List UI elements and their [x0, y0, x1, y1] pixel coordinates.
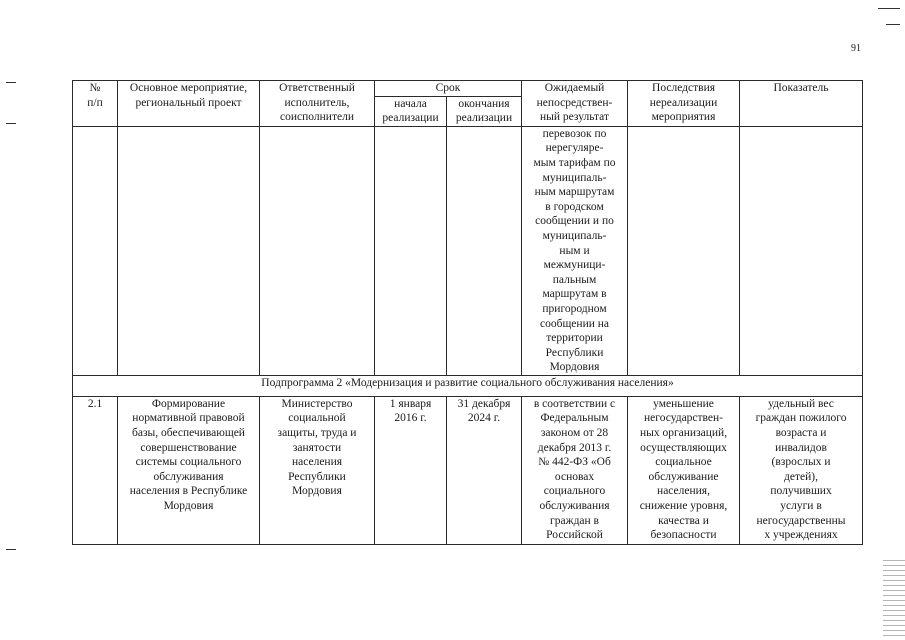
margin-mark — [6, 82, 16, 83]
cell-executor: Министерство социальной защиты, труда и занятости населения Республики Мордовия — [260, 396, 375, 544]
header-executor: Ответственный исполнитель, соисполнители — [260, 81, 375, 127]
cell-result: перевозок по нерегуляре- мым тарифам по муниципаль- ным маршрутам в городском сообщении и по муниципаль- ным и межмуници- пальным маршрутам в пригородном сообщении на территории Республики Мордовия — [522, 126, 628, 375]
cell-num — [73, 126, 118, 375]
continuation-row — [73, 126, 863, 375]
cell-activity: Формирование нормативной правовой базы, обеспечивающей совершенствование системы социального обслуживания населения в Республике Мордовия — [118, 396, 260, 544]
header-activity: Основное мероприятие, региональный проект — [118, 81, 260, 127]
cell-term-start — [375, 126, 447, 375]
cell-result: в соответствии с Федеральным законом от 28 декабря 2013 г. № 442-ФЗ «Об основах социального обслуживания граждан в Российской — [522, 396, 628, 544]
cell-executor — [260, 126, 375, 375]
header-term: Срок — [375, 81, 522, 97]
section-title: Подпрограмма 2 «Модернизация и развитие социального обслуживания населения» — [73, 375, 863, 396]
cell-term-end: 31 декабря 2024 г. — [447, 396, 522, 544]
page-number: 91 — [851, 43, 861, 54]
margin-mark — [878, 8, 900, 9]
cell-num: 2.1 — [73, 396, 118, 544]
header-num: № п/п — [73, 81, 118, 127]
cell-indicator — [740, 126, 863, 375]
margin-mark — [6, 123, 16, 124]
section-row — [73, 375, 863, 396]
cell-term-start: 1 января 2016 г. — [375, 396, 447, 544]
header-indicator: Показатель — [740, 81, 863, 127]
table-row — [73, 396, 863, 544]
header-term-end: окончания реализации — [447, 96, 522, 126]
cell-consequences — [628, 126, 740, 375]
header-consequences: Последствия нереализации мероприятия — [628, 81, 740, 127]
header-row — [73, 81, 863, 97]
program-table — [72, 80, 863, 545]
margin-mark — [886, 24, 900, 25]
cell-consequences: уменьшение негосударствен- ных организаций, осуществляющих социальное обслуживание населения, снижение уровня, качества и безопасности — [628, 396, 740, 544]
header-term-start: начала реализации — [375, 96, 447, 126]
cell-term-end — [447, 126, 522, 375]
cell-indicator: удельный вес граждан пожилого возраста и инвалидов (взрослых и детей), получивших услуги в негосударственны х учреждениях — [740, 396, 863, 544]
scan-artifact — [883, 560, 905, 640]
margin-mark — [6, 549, 16, 550]
header-result: Ожидаемый непосредствен- ный результат — [522, 81, 628, 127]
cell-activity — [118, 126, 260, 375]
